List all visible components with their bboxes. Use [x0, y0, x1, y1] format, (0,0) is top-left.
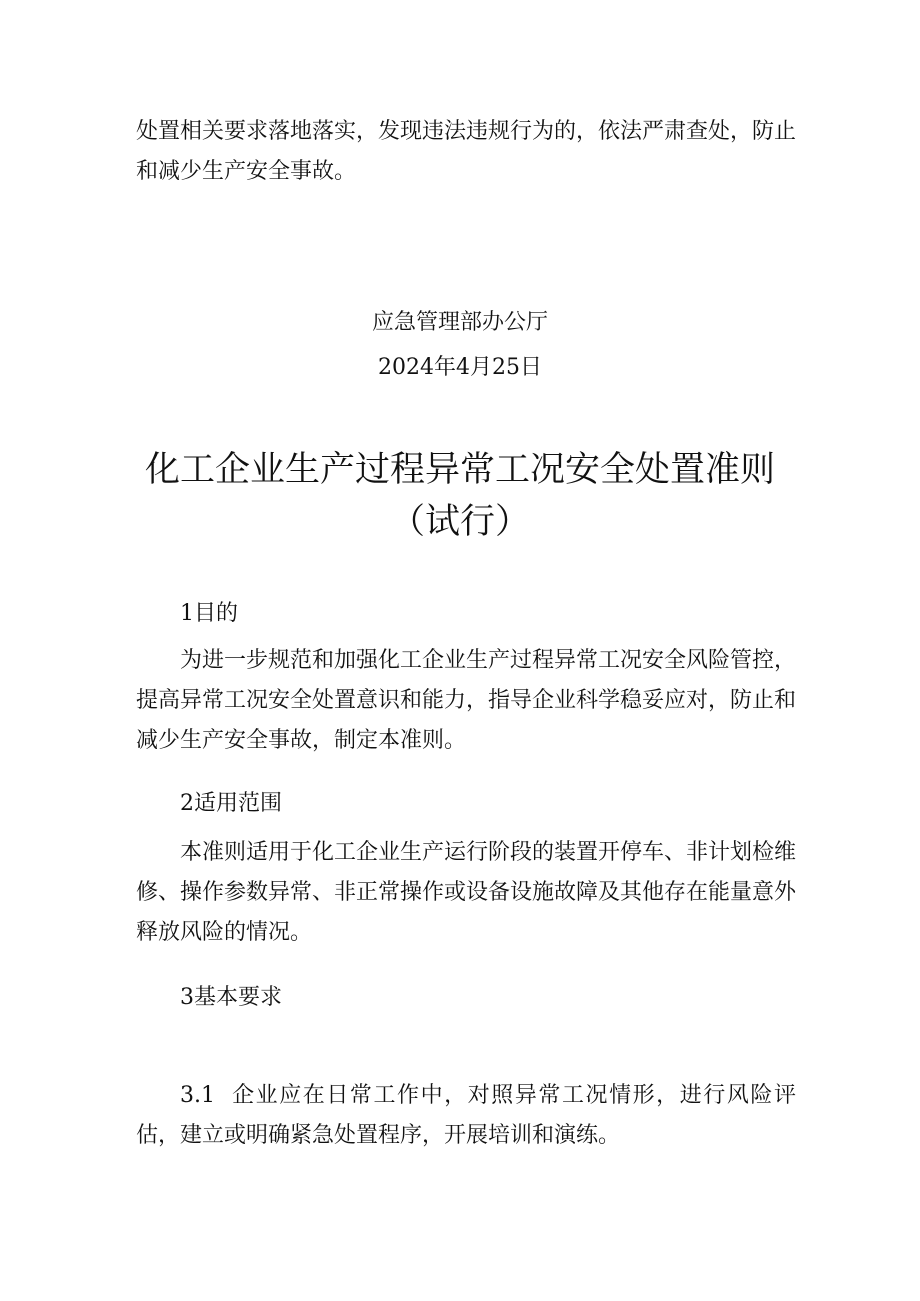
section-heading-scope: 2适用范围 — [180, 791, 282, 816]
clause-3-1: 3.1 企业应在日常工作中，对照异常工况情形，进行风险评估，建立或明确紧急处置程序，开展培训和演练。 — [136, 1083, 796, 1148]
document-title: 化工企业生产过程异常工况安全处置准则 — [144, 450, 775, 490]
section-body-purpose: 为进一步规范和加强化工企业生产过程异常工况安全风险管控，提高异常工况安全处置意识和能力，指导企业科学稳妥应对，防止和减少生产安全事故，制定本准则。 — [136, 648, 797, 753]
section-body-scope: 本准则适用于化工企业生产运行阶段的装置开停车、非计划检维修、操作参数异常、非正常操作或设备设施故障及其他存在能量意外释放风险的情况。 — [136, 840, 797, 945]
document-title-suffix: （试行） — [389, 502, 530, 542]
continuation-paragraph: 处置相关要求落地落实，发现违法违规行为的，依法严肃查处，防止和减少生产安全事故。 — [136, 119, 797, 184]
issuer-name: 应急管理部办公厅 — [371, 310, 548, 335]
section-heading-purpose: 1目的 — [180, 601, 238, 626]
section-heading-basic-requirements: 3基本要求 — [180, 985, 282, 1010]
issue-date: 2024年4月25日 — [378, 355, 542, 380]
